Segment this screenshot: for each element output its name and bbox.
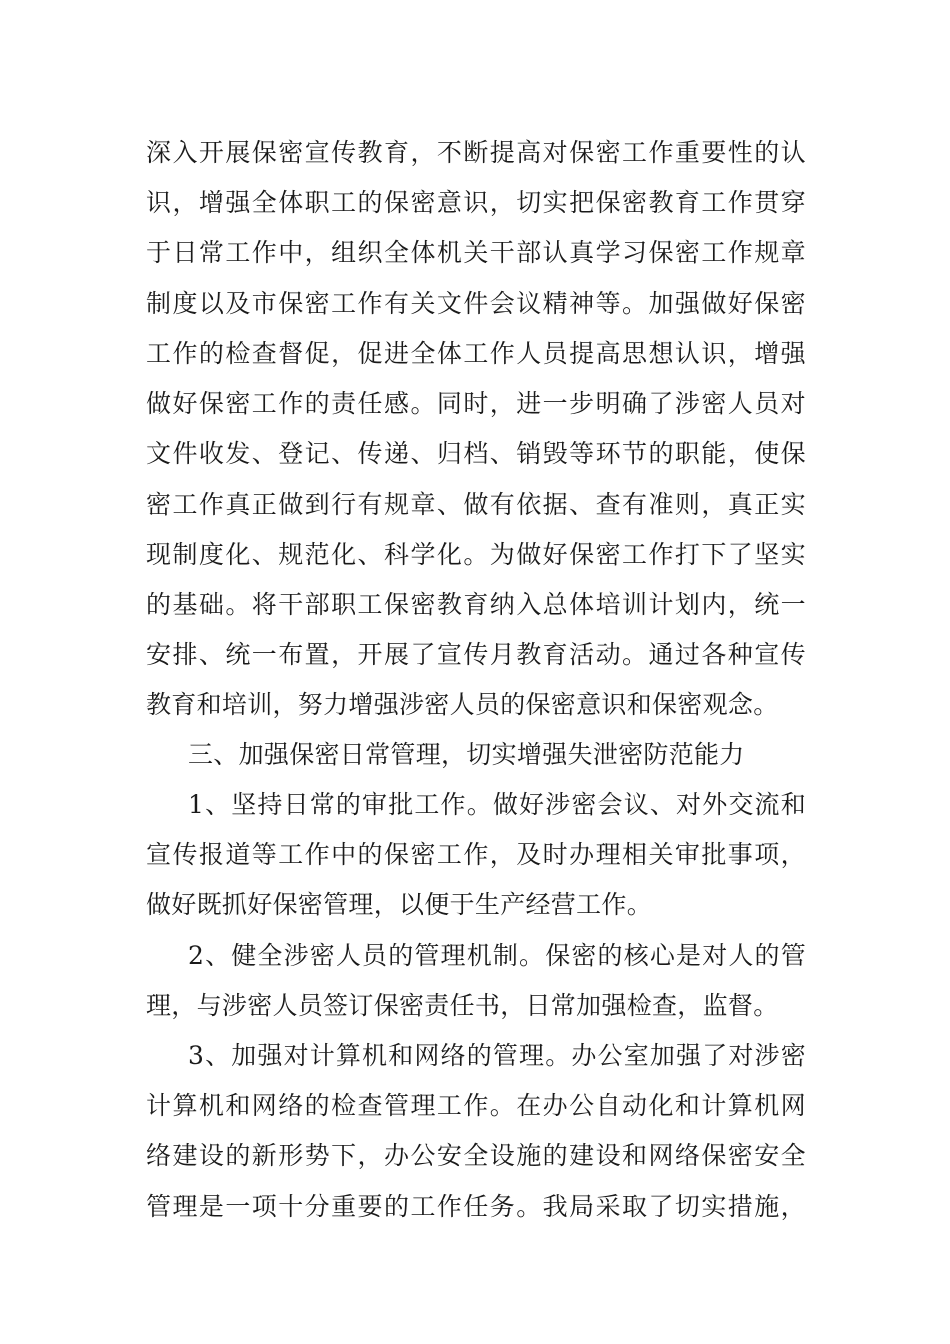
paragraph-line: 于日常工作中，组织全体机关干部认真学习保密工作规章 bbox=[146, 238, 806, 267]
paragraph-line: 做好保密工作的责任感。同时，进一步明确了涉密人员对 bbox=[146, 389, 806, 418]
paragraph-line: 深入开展保密宣传教育，不断提高对保密工作重要性的认 bbox=[146, 138, 806, 167]
list-item-line: 1、坚持日常的审批工作。做好涉密会议、对外交流和 bbox=[188, 790, 806, 819]
list-item-line: 3、加强对计算机和网络的管理。办公室加强了对涉密 bbox=[188, 1041, 806, 1070]
paragraph-line: 现制度化、规范化、科学化。为做好保密工作打下了坚实 bbox=[146, 540, 806, 569]
paragraph-line: 文件收发、登记、传递、归档、销毁等环节的职能，使保 bbox=[146, 439, 806, 468]
list-item-line: 宣传报道等工作中的保密工作，及时办理相关审批事项， bbox=[146, 840, 806, 869]
list-item-line: 管理是一项十分重要的工作任务。我局采取了切实措施， bbox=[146, 1192, 806, 1221]
paragraph-line: 密工作真正做到行有规章、做有依据、查有准则，真正实 bbox=[146, 490, 806, 519]
list-item-line: 计算机和网络的检查管理工作。在办公自动化和计算机网 bbox=[146, 1091, 806, 1120]
list-item-line: 络建设的新形势下，办公安全设施的建设和网络保密安全 bbox=[146, 1141, 806, 1170]
list-item-line: 做好既抓好保密管理，以便于生产经营工作。 bbox=[146, 890, 653, 919]
paragraph-line: 识，增强全体职工的保密意识，切实把保密教育工作贯穿 bbox=[146, 188, 806, 217]
list-item-line: 理，与涉密人员签订保密责任书，日常加强检查，监督。 bbox=[146, 991, 779, 1020]
paragraph-line: 安排、统一布置，开展了宣传月教育活动。通过各种宣传 bbox=[146, 640, 806, 669]
paragraph-line: 制度以及市保密工作有关文件会议精神等。加强做好保密 bbox=[146, 289, 806, 318]
paragraph-line: 教育和培训，努力增强涉密人员的保密意识和保密观念。 bbox=[146, 690, 779, 719]
list-item-line: 2、健全涉密人员的管理机制。保密的核心是对人的管 bbox=[188, 941, 806, 970]
paragraph-line: 工作的检查督促，促进全体工作人员提高思想认识，增强 bbox=[146, 339, 806, 368]
section-heading: 三、加强保密日常管理，切实增强失泄密防范能力 bbox=[188, 740, 745, 769]
paragraph-line: 的基础。将干部职工保密教育纳入总体培训计划内，统一 bbox=[146, 590, 806, 619]
